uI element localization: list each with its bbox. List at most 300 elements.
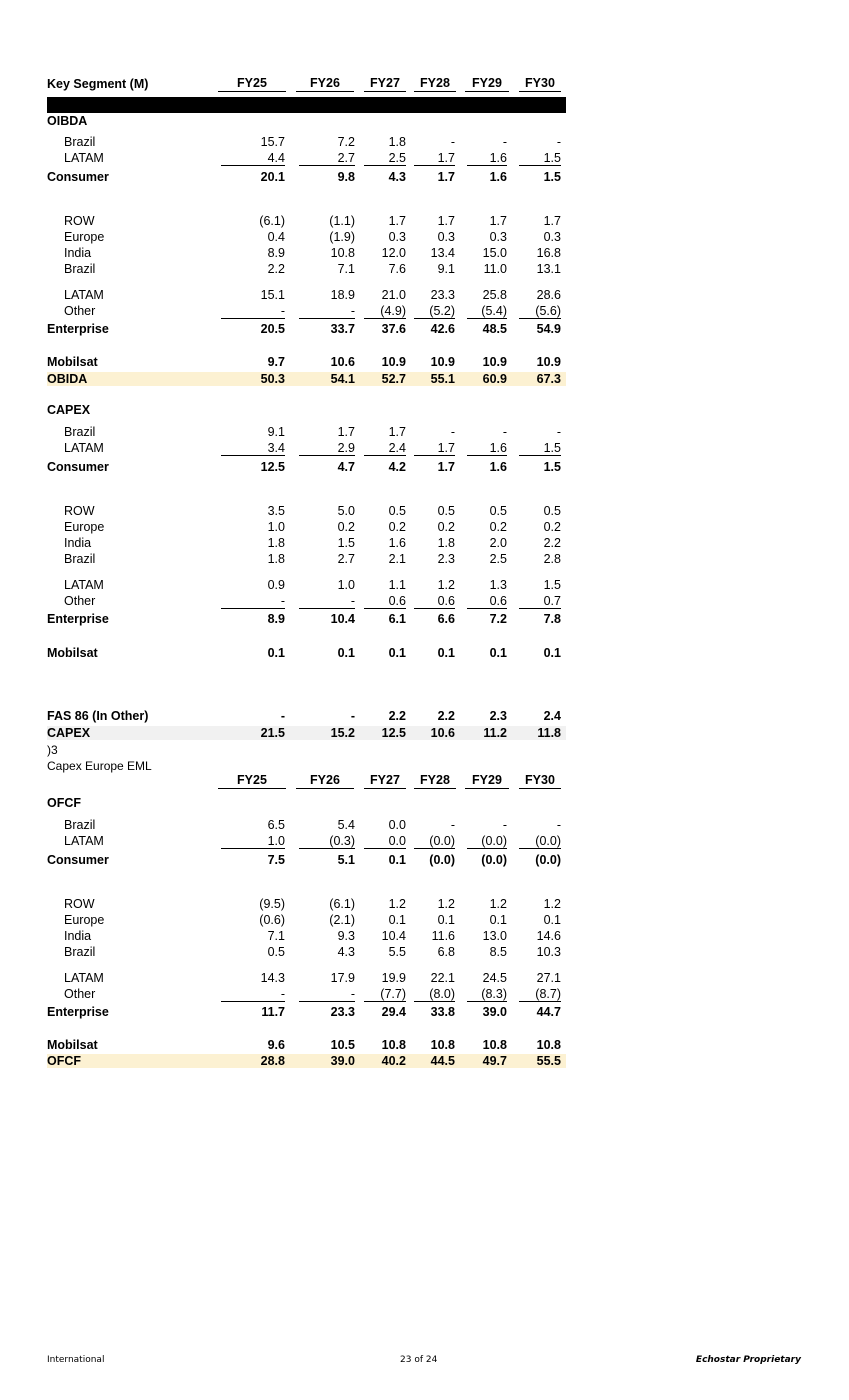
cell-value: 2.5 [364,151,406,166]
table-row [47,425,566,439]
table-row [47,355,566,369]
section-title-oibda: OIBDA [47,114,88,128]
cell-value: 17.9 [330,971,355,985]
cell-value: 10.9 [482,355,507,369]
row-label: Brazil [64,552,96,566]
cell-value: 1.5 [543,460,561,474]
cell-value: 0.9 [267,578,285,592]
cell-value: 0.6 [414,594,455,609]
row-label: Consumer [47,853,109,867]
table-row [47,262,566,276]
cell-value: 1.6 [467,441,507,456]
row-label: Enterprise [47,322,109,336]
cell-value: 0.1 [543,913,561,927]
cell-value: 0.3 [489,230,507,244]
cell-value: - [299,987,355,1002]
cell-value: 15.1 [260,288,285,302]
table-row [47,709,566,723]
cell-value: 5.0 [337,504,355,518]
cell-value: (5.4) [467,304,507,319]
cell-value: 48.5 [482,322,507,336]
cell-value: 0.2 [437,520,455,534]
cell-value: 21.5 [260,726,285,740]
cell-value: (0.0) [414,834,455,849]
table-row [47,897,566,911]
table-row [47,1005,566,1019]
cell-value: - [450,135,455,149]
cell-value: 12.5 [381,726,406,740]
cell-value: 9.1 [437,262,455,276]
row-label: Mobilsat [47,1038,98,1052]
row-label: LATAM [64,441,104,455]
cell-value: 1.2 [543,897,561,911]
cell-value: 0.1 [543,646,561,660]
cell-value: 0.5 [388,504,406,518]
table-row [47,578,566,592]
cell-value: (0.0) [481,853,507,867]
cell-value: 1.0 [337,578,355,592]
cell-value: 4.2 [388,460,406,474]
table-row [47,612,566,626]
header-divider-bar [47,97,566,113]
footer-proprietary: Echostar Proprietary [695,1355,801,1365]
row-label: Brazil [64,262,96,276]
cell-value: 9.7 [267,355,285,369]
cell-value: 1.6 [467,151,507,166]
cell-value: 6.5 [267,818,285,832]
cell-value: 40.2 [381,1054,406,1068]
cell-value: 1.7 [489,214,507,228]
row-label: Other [64,594,96,608]
cell-value: 0.3 [437,230,455,244]
row-label: Mobilsat [47,646,98,660]
table-header-1 [47,75,566,91]
cell-value: 8.9 [267,612,285,626]
cell-value: 1.7 [337,425,355,439]
row-label: LATAM [64,834,104,848]
cell-value: 10.9 [536,355,561,369]
cell-value: 28.8 [260,1054,285,1068]
cell-value: 0.2 [388,520,406,534]
cell-value: (0.3) [299,834,355,849]
cell-value: 0.2 [543,520,561,534]
year-header: FY27 [364,772,406,789]
cell-value: 7.2 [337,135,355,149]
cell-value: 1.2 [437,897,455,911]
row-label: Europe [64,520,105,534]
year-header: FY26 [296,75,354,92]
cell-value: 3.5 [267,504,285,518]
cell-value: 14.3 [260,971,285,985]
cell-value: 0.1 [337,646,355,660]
cell-value: 6.6 [437,612,455,626]
cell-value: - [502,135,507,149]
cell-value: 2.2 [437,709,455,723]
table-row [47,726,566,740]
table-row [47,372,566,386]
table-header-2 [47,772,566,788]
cell-value: 10.3 [536,945,561,959]
cell-value: 0.4 [267,230,285,244]
cell-value: 44.7 [536,1005,561,1019]
cell-value: 1.2 [489,897,507,911]
cell-value: 28.6 [536,288,561,302]
table-row [47,135,566,149]
year-header: FY28 [414,772,456,789]
cell-value: 11.2 [483,726,507,740]
cell-value: 10.8 [381,1038,406,1052]
row-label: OFCF [47,1054,82,1068]
cell-value: 20.1 [260,170,285,184]
cell-value: 55.5 [536,1054,561,1068]
cell-value: 10.8 [482,1038,507,1052]
row-label: LATAM [64,578,104,592]
section-title-ofcf: OFCF [47,796,82,810]
cell-value: - [502,818,507,832]
cell-value: 44.5 [430,1054,455,1068]
cell-value: 39.0 [482,1005,507,1019]
cell-value: 12.5 [260,460,285,474]
cell-value: (5.6) [519,304,561,319]
cell-value: 33.8 [430,1005,455,1019]
table-row [47,646,566,660]
cell-value: 21.0 [381,288,406,302]
cell-value: - [221,304,285,319]
table-row [47,151,566,165]
row-label: ROW [64,214,95,228]
cell-value: 0.1 [388,853,406,867]
row-label: Brazil [64,945,96,959]
cell-value: 25.8 [482,288,507,302]
cell-value: 13.0 [482,929,507,943]
cell-value: 7.5 [267,853,285,867]
cell-value: - [221,987,285,1002]
cell-value: 11.0 [483,262,507,276]
cell-value: 23.3 [430,288,455,302]
cell-value: 24.5 [482,971,507,985]
cell-value: 9.8 [337,170,355,184]
row-label: Other [64,987,96,1001]
cell-value: 7.8 [543,612,561,626]
cell-value: 0.1 [437,646,455,660]
row-label: LATAM [64,288,104,302]
cell-value: 1.7 [543,214,561,228]
cell-value: 2.9 [299,441,355,456]
cell-value: 29.4 [381,1005,406,1019]
table-row [47,1038,566,1052]
cell-value: 42.6 [430,322,455,336]
cell-value: 2.2 [388,709,406,723]
cell-value: 0.0 [388,818,406,832]
cell-value: 1.5 [519,441,561,456]
row-label: Other [64,304,96,318]
year-header: FY25 [218,772,286,789]
cell-value: - [299,594,355,609]
cell-value: (1.1) [329,214,355,228]
row-label: LATAM [64,971,104,985]
table-row [47,971,566,985]
year-header: FY29 [465,75,509,92]
footer-left: International [47,1355,105,1365]
cell-value: 0.2 [337,520,355,534]
cell-value: 1.8 [388,135,406,149]
cell-value: - [502,425,507,439]
cell-value: 10.9 [381,355,406,369]
cell-value: 1.7 [388,214,406,228]
cell-value: 11.6 [431,929,455,943]
cell-value: 54.9 [536,322,561,336]
cell-value: (6.1) [259,214,285,228]
year-header: FY30 [519,772,561,789]
cell-value: 22.1 [430,971,455,985]
year-header: FY26 [296,772,354,789]
year-header: FY29 [465,772,509,789]
cell-value: 15.0 [482,246,507,260]
table-row [47,246,566,260]
table-row [47,913,566,927]
cell-value: 0.5 [489,504,507,518]
cell-value: 1.2 [437,578,455,592]
cell-value: - [280,709,285,723]
cell-value: 49.7 [482,1054,507,1068]
cell-value: 2.5 [489,552,507,566]
cell-value: 1.8 [267,536,285,550]
row-label: Consumer [47,460,109,474]
row-label: Europe [64,230,105,244]
cell-value: 39.0 [330,1054,355,1068]
cell-value: 60.9 [482,372,507,386]
table-title: Key Segment (M) [47,77,149,91]
cell-value: 4.3 [337,945,355,959]
cell-value: 0.1 [388,913,406,927]
cell-value: 2.4 [543,709,561,723]
cell-value: - [556,425,561,439]
cell-value: 7.1 [267,929,285,943]
cell-value: 15.7 [260,135,285,149]
cell-value: 0.0 [364,834,406,849]
row-label: Enterprise [47,1005,109,1019]
cell-value: 4.4 [221,151,285,166]
table-row [47,818,566,832]
cell-value: 1.0 [267,520,285,534]
cell-value: 0.6 [364,594,406,609]
cell-value: 10.9 [430,355,455,369]
cell-value: (4.9) [364,304,406,319]
row-label: Europe [64,913,105,927]
cell-value: 1.5 [543,578,561,592]
cell-value: 7.6 [388,262,406,276]
year-header: FY27 [364,75,406,92]
table-row [47,322,566,336]
year-header: FY28 [414,75,456,92]
table-row [47,170,566,184]
row-label: CAPEX [47,726,91,740]
cell-value: 50.3 [260,372,285,386]
cell-value: 0.1 [267,646,285,660]
cell-value: 2.0 [489,536,507,550]
cell-value: (2.1) [329,913,355,927]
row-label: India [64,929,92,943]
table-row [47,520,566,534]
cell-value: (8.7) [519,987,561,1002]
note-text: )3 [47,743,58,757]
cell-value: - [450,818,455,832]
table-row [47,987,566,1001]
cell-value: (9.5) [259,897,285,911]
cell-value: - [556,135,561,149]
cell-value: 1.7 [414,151,455,166]
cell-value: 8.9 [267,246,285,260]
cell-value: 0.3 [388,230,406,244]
cell-value: 23.3 [330,1005,355,1019]
cell-value: 20.5 [260,322,285,336]
cell-value: 11.8 [537,726,561,740]
table-row [47,214,566,228]
cell-value: 9.6 [267,1038,285,1052]
year-header: FY25 [218,75,286,92]
cell-value: 10.6 [330,355,355,369]
cell-value: 18.9 [330,288,355,302]
table-row [47,304,566,318]
cell-value: 1.8 [437,536,455,550]
cell-value: 1.5 [543,170,561,184]
cell-value: 4.3 [388,170,406,184]
cell-value: - [221,594,285,609]
cell-value: 10.8 [430,1038,455,1052]
table-row [47,230,566,244]
cell-value: 10.8 [536,1038,561,1052]
row-label: ROW [64,897,95,911]
row-label: FAS 86 (In Other) [47,709,149,723]
cell-value: 0.5 [267,945,285,959]
cell-value: 1.8 [267,552,285,566]
cell-value: 5.4 [337,818,355,832]
cell-value: (0.0) [535,853,561,867]
cell-value: 16.8 [536,246,561,260]
cell-value: 10.5 [330,1038,355,1052]
cell-value: 2.3 [437,552,455,566]
cell-value: - [299,304,355,319]
table-row [47,536,566,550]
cell-value: 0.2 [489,520,507,534]
cell-value: 10.4 [381,929,406,943]
cell-value: 2.3 [489,709,507,723]
cell-value: (6.1) [329,897,355,911]
row-label: Consumer [47,170,109,184]
cell-value: (5.2) [414,304,455,319]
cell-value: 2.2 [267,262,285,276]
cell-value: (7.7) [364,987,406,1002]
cell-value: 8.5 [489,945,507,959]
cell-value: 19.9 [381,971,406,985]
cell-value: 37.6 [381,322,406,336]
table-row [47,834,566,848]
cell-value: 9.3 [337,929,355,943]
cell-value: 7.1 [337,262,355,276]
cell-value: 1.2 [388,897,406,911]
cell-value: 0.7 [519,594,561,609]
cell-value: 1.7 [437,170,455,184]
row-label: India [64,246,92,260]
cell-value: 7.2 [489,612,507,626]
cell-value: (0.0) [429,853,455,867]
row-label: LATAM [64,151,104,165]
cell-value: 55.1 [430,372,455,386]
table-row [47,552,566,566]
cell-value: 0.1 [437,913,455,927]
cell-value: 1.7 [437,214,455,228]
cell-value: 13.4 [430,246,455,260]
year-header: FY30 [519,75,561,92]
cell-value: 0.6 [467,594,507,609]
table-row [47,460,566,474]
table-row [47,288,566,302]
table-row [47,1054,566,1068]
cell-value: 0.1 [388,646,406,660]
cell-value: 2.1 [388,552,406,566]
cell-value: 52.7 [381,372,406,386]
cell-value: - [556,818,561,832]
cell-value: 1.0 [221,834,285,849]
cell-value: 6.8 [437,945,455,959]
cell-value: 1.6 [388,536,406,550]
row-label: Brazil [64,425,96,439]
cell-value: (0.0) [519,834,561,849]
cell-value: 11.7 [261,1005,285,1019]
cell-value: 27.1 [536,971,561,985]
table-row [47,929,566,943]
cell-value: (0.6) [259,913,285,927]
cell-value: (8.3) [467,987,507,1002]
cell-value: 2.7 [299,151,355,166]
cell-value: 1.7 [388,425,406,439]
cell-value: 2.7 [337,552,355,566]
cell-value: 0.5 [543,504,561,518]
cell-value: 1.3 [489,578,507,592]
cell-value: 2.8 [543,552,561,566]
cell-value: (1.9) [329,230,355,244]
row-label: Mobilsat [47,355,98,369]
row-label: ROW [64,504,95,518]
cell-value: - [350,709,355,723]
table-row [47,441,566,455]
section-title-capex: CAPEX [47,403,91,417]
row-label: Enterprise [47,612,109,626]
cell-value: (8.0) [414,987,455,1002]
cell-value: 0.3 [543,230,561,244]
cell-value: 14.6 [536,929,561,943]
cell-value: 10.4 [330,612,355,626]
row-label: Brazil [64,135,96,149]
footer-page-number: 23 of 24 [400,1355,438,1365]
cell-value: 1.7 [437,460,455,474]
cell-value: 6.1 [388,612,406,626]
cell-value: 12.0 [381,246,406,260]
cell-value: 5.5 [388,945,406,959]
cell-value: 10.6 [430,726,455,740]
cell-value: 15.2 [330,726,355,740]
table-row [47,945,566,959]
table-row [47,594,566,608]
cell-value: 1.7 [414,441,455,456]
cell-value: 54.1 [330,372,355,386]
cell-value: 0.5 [437,504,455,518]
note-text: Capex Europe EML [47,759,152,773]
cell-value: 4.7 [337,460,355,474]
cell-value: 1.5 [519,151,561,166]
cell-value: - [450,425,455,439]
cell-value: 33.7 [330,322,355,336]
